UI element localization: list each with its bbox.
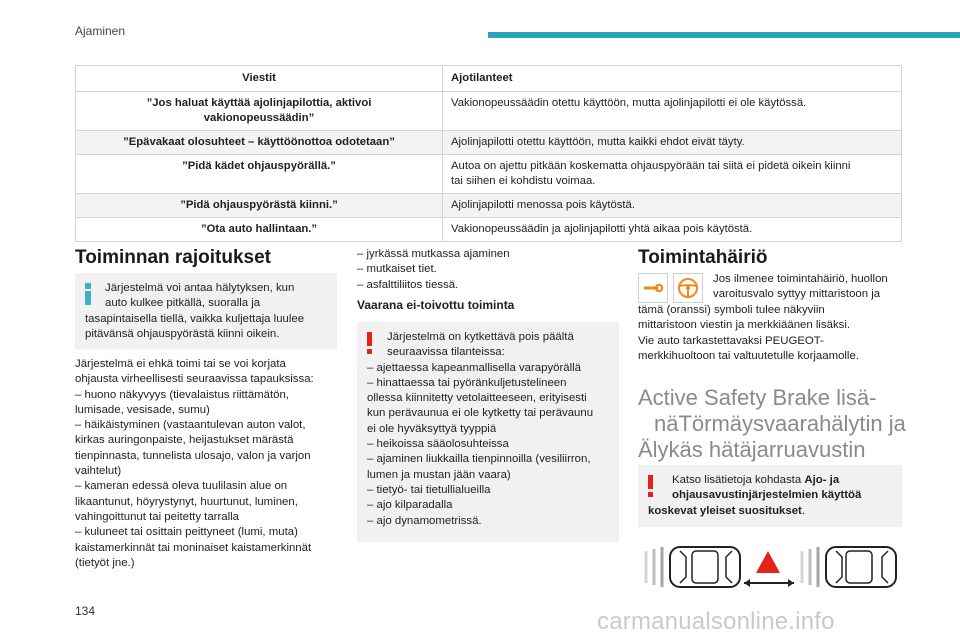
warning-line: lumen ja mustan jään vaara) — [367, 468, 511, 481]
body-line: likaantunut, höyrystynyt, huurtunut, luminen, — [75, 495, 298, 508]
warning-line: – ajettaessa kapeanmallisella varapyörällä — [367, 361, 582, 374]
warning-icon — [648, 475, 654, 497]
body-line: ohjausta virheellisesti seuraavissa tapauksissa: — [75, 373, 314, 386]
warning-line: ollessa kiinnitetty vetolaitteeseen, erityisesti — [367, 392, 587, 405]
message-text: vakionopeussäädin” — [203, 112, 315, 124]
table-row — [76, 194, 902, 218]
limitations-body — [75, 357, 345, 571]
body-line: – kameran edessä oleva tuulilasin alue on — [75, 480, 288, 493]
warning-line: – ajaminen liukkailla tienpinnoilla (vesiliirron, — [367, 453, 591, 466]
list-item: – jyrkässä mutkassa ajaminen — [357, 248, 510, 260]
situation-cell — [443, 194, 902, 218]
table-row — [76, 218, 902, 242]
message-cell — [76, 194, 443, 218]
title-line: Active Safety Brake lisä- — [638, 385, 877, 410]
continued-list — [357, 247, 619, 293]
body-line: – häikäistyminen (vastaantulevan auton valot, — [75, 419, 306, 432]
situation-text: Autoa on ajettu pitkään koskematta ohjauspyörään tai siitä ei pidetä oikein kiinni — [451, 160, 851, 172]
body-line: kaistamerkinnät tai moninaiset kaistamerkinnät — [75, 541, 312, 554]
body-line: vaihtelut) — [75, 465, 122, 478]
body-line: tienpinnasta, tunnelista ulosajo, valon ja varjon — [75, 449, 311, 462]
list-item: – asfalttiliitos tiessä. — [357, 278, 459, 291]
title-line: Älykäs hätäjarruavustin — [638, 437, 866, 462]
note-line — [648, 504, 892, 519]
warning-triangle-icon — [756, 551, 780, 573]
warning-line: ei ole hyväksyttyä tyyppiä — [367, 422, 497, 435]
note-line — [648, 488, 892, 503]
situation-text: Vakionopeussäädin ja ajolinjapilotti yhtä aikaa pois käytöstä. — [451, 223, 753, 235]
page-number: 134 — [75, 604, 96, 618]
message-cell — [76, 131, 443, 155]
front-car-illustration — [802, 547, 896, 587]
asb-title — [638, 385, 928, 463]
fault-line: mittaristoon viestin ja merkkiäänen lisäksi. — [638, 319, 851, 332]
steering-wheel-icon — [673, 273, 703, 303]
body-line: – huono näkyvyys (tievalaistus riittämätön, — [75, 388, 289, 401]
warning-line: – hinattaessa tai pyöränkuljetustelineen — [367, 376, 567, 389]
info-icon — [84, 283, 92, 305]
message-cell — [76, 155, 443, 194]
malfunction-heading: Toimintahäiriö — [638, 247, 768, 268]
note-ref: koskevat yleiset suositukset — [648, 504, 802, 517]
warning-line: – heikoissa sääolosuhteissa — [367, 438, 509, 451]
info-note — [75, 273, 337, 349]
body-line: kirkas auringonpaiste, heijastukset märästä — [75, 434, 294, 447]
see-also-note — [638, 465, 902, 527]
unwanted-action-heading: Vaarana ei-toivottu toiminta — [357, 298, 515, 312]
note-prefix: Katso lisätietoja kohdasta — [672, 474, 805, 486]
fault-line: Vie auto tarkastettavaksi PEUGEOT- — [638, 334, 824, 347]
fault-line: tämä (oranssi) symboli tulee näkyviin — [638, 304, 825, 316]
section-label: Ajaminen — [75, 24, 126, 38]
warning-note — [357, 322, 619, 542]
table-row — [76, 92, 902, 131]
table-header-messages: Viestit — [76, 66, 443, 92]
fault-text — [638, 303, 908, 364]
warning-line: seuraavissa tilanteissa: — [387, 346, 505, 359]
note-line — [648, 473, 892, 488]
limitations-heading: Toiminnan rajoitukset — [75, 247, 272, 268]
warning-icon — [367, 332, 373, 354]
warning-line: – tietyö- tai tietullialueilla — [367, 483, 491, 496]
message-cell — [76, 92, 443, 131]
body-line: vahingoittunut tai peitetty tarralla — [75, 510, 239, 523]
collision-illustration — [640, 537, 900, 597]
table-row — [76, 155, 902, 194]
situation-cell — [443, 131, 902, 155]
situation-text: tai siihen ei kohdistu voimaa. — [451, 175, 596, 187]
warning-line: kun perävaunua ei ole kytketty tai perävaunu — [367, 407, 594, 420]
header-accent-rule — [488, 32, 960, 38]
warning-line: – ajo kilparadalla — [367, 499, 453, 512]
message-text: ”Pidä kädet ohjauspyörällä.” — [182, 160, 336, 172]
fault-text-top — [713, 272, 913, 303]
note-ref: Ajo- ja — [804, 474, 840, 486]
body-line: (tietyöt jne.) — [75, 556, 135, 569]
distance-arrow-icon — [744, 579, 794, 587]
situation-cell — [443, 218, 902, 242]
fault-line: merkkihuoltoon tai valtuutetulle korjaamolle. — [638, 349, 859, 362]
list-item: – mutkaiset tiet. — [357, 263, 437, 276]
situation-text: Vakionopeussäädin otettu käyttöön, mutta ajolinjapilotti ei ole käytössä. — [451, 97, 807, 109]
message-cell — [76, 218, 443, 242]
info-line: auto kulkee pitkällä, suoralla ja — [105, 297, 261, 310]
warning-line: – ajo dynamometrissä. — [367, 514, 482, 527]
rear-car-illustration — [646, 547, 740, 587]
body-line: lumisade, vesisade, sumu) — [75, 403, 210, 416]
situation-text: Ajolinjapilotti otettu käyttöön, mutta kaikki ehdot eivät täyty. — [451, 136, 745, 148]
messages-table — [75, 65, 902, 242]
warning-line: Järjestelmä on kytkettävä pois päältä — [387, 331, 574, 343]
message-text: ”Ota auto hallintaan.” — [200, 223, 318, 235]
note-suffix: . — [801, 504, 806, 517]
body-line: – kuluneet tai osittain peittyneet (lumi, muta) — [75, 526, 298, 539]
info-line: pitävänsä ohjauspyörästä kiinni oikein. — [85, 327, 280, 340]
table-header-situations: Ajotilanteet — [443, 66, 902, 92]
fault-line: Jos ilmenee toimintahäiriö, huollon — [713, 273, 888, 285]
message-text: ”Epävakaat olosuhteet – käyttöönottoa odotetaan” — [123, 136, 395, 148]
table-row — [76, 131, 902, 155]
fault-line: varoitusvalo syttyy mittaristoon ja — [713, 288, 881, 301]
watermark: carmanualsonline.info — [597, 608, 835, 635]
note-ref: ohjausavustinjärjestelmien käyttöä — [672, 489, 862, 502]
table-header-row — [76, 66, 902, 92]
info-line: tasapintaisella tiellä, vaikka kuljettaja luulee — [85, 312, 305, 325]
body-line: Järjestelmä ei ehkä toimi tai se voi korjata — [75, 358, 286, 370]
info-line: Järjestelmä voi antaa hälytyksen, kun — [105, 282, 295, 294]
situation-cell — [443, 92, 902, 131]
situation-text: Ajolinjapilotti menossa pois käytöstä. — [451, 199, 635, 211]
service-warning-icon — [638, 273, 668, 303]
title-line: näTörmäysvaarahälytin ja — [654, 411, 906, 436]
situation-cell — [443, 155, 902, 194]
message-text: ”Pidä ohjauspyörästä kiinni.” — [180, 199, 338, 211]
message-text: ”Jos haluat käyttää ajolinjapilottia, aktivoi — [146, 97, 372, 109]
